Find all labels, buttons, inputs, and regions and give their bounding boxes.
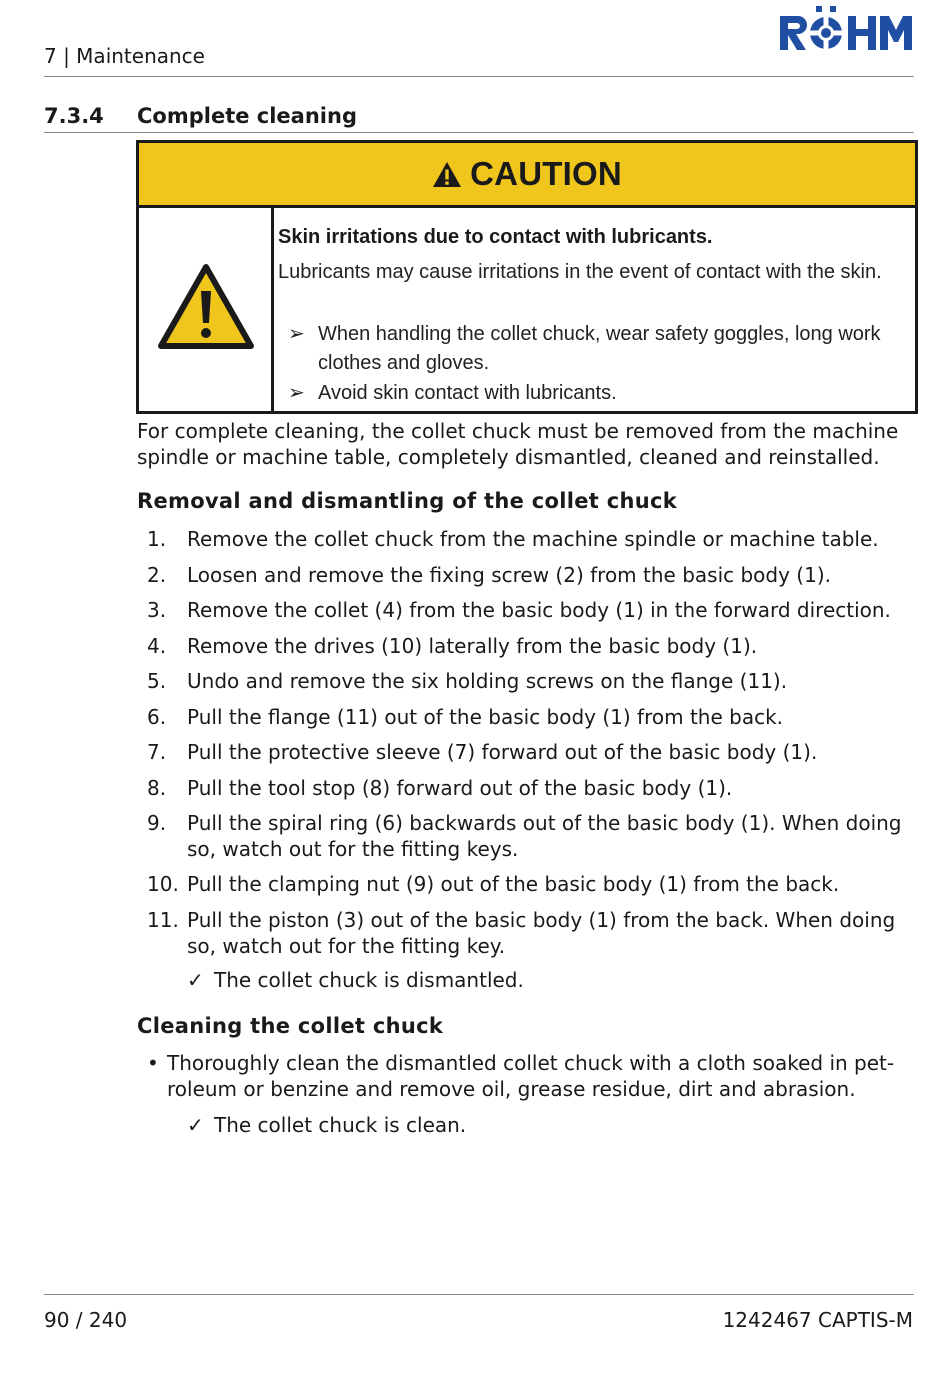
list-item xyxy=(137,811,917,863)
bullet-dot-icon: • xyxy=(147,1051,159,1075)
step-number: 8. xyxy=(147,776,167,800)
list-item xyxy=(137,740,917,766)
caution-signal-word: CAUTION xyxy=(470,155,622,192)
bullet-text: Thoroughly clean the dismantled collet chuck with a cloth soaked in pet-roleum or benzine and remove oil, grease residue, dirt and abrasion. xyxy=(167,1051,895,1101)
chapter-breadcrumb: 7 | Maintenance xyxy=(44,44,205,68)
arrow-bullet-icon: ➢ xyxy=(288,382,305,404)
step-number: 4. xyxy=(147,634,167,658)
section-number: 7.3.4 xyxy=(44,104,104,128)
arrow-bullet-icon: ➢ xyxy=(288,323,305,345)
page-number: 90 / 240 xyxy=(44,1308,128,1332)
step-number: 5. xyxy=(147,669,167,693)
step-number: 10. xyxy=(147,872,179,896)
warning-sign-icon xyxy=(157,263,255,351)
step-number: 1. xyxy=(147,527,167,551)
section-rule xyxy=(44,132,914,133)
caution-header xyxy=(139,143,915,208)
footer-rule xyxy=(44,1294,914,1295)
cleaning-heading: Cleaning the collet chuck xyxy=(137,1014,444,1038)
removal-heading: Removal and dismantling of the collet chuck xyxy=(137,489,677,513)
list-item xyxy=(137,598,917,624)
step-text: Pull the clamping nut (9) out of the basic body (1) from the back. xyxy=(187,872,840,896)
result-text: The collet chuck is dismantled. xyxy=(214,968,524,992)
caution-body xyxy=(278,208,908,411)
list-item xyxy=(137,527,917,553)
step-text: Pull the spiral ring (6) backwards out of the basic body (1). When doing so, watch out for the fitting keys. xyxy=(187,811,902,861)
step-text: Loosen and remove the fixing screw (2) from the basic body (1). xyxy=(187,563,831,587)
caution-title: Skin irritations due to contact with lubricants. xyxy=(278,226,713,248)
step-number: 2. xyxy=(147,563,167,587)
intro-paragraph: For complete cleaning, the collet chuck must be removed from the machine spindle or machine table, completely dismantled, cleaned and reinstalled. xyxy=(137,419,899,469)
caution-bullet xyxy=(288,320,903,378)
warning-triangle-icon xyxy=(432,161,462,188)
list-item xyxy=(137,563,917,589)
removal-result xyxy=(187,968,587,994)
caution-bullet-text: When handling the collet chuck, wear safety goggles, long work clothes and gloves. xyxy=(318,323,881,374)
caution-bullet-text: Avoid skin contact with lubricants. xyxy=(318,382,617,404)
header-rule xyxy=(44,76,914,77)
list-item xyxy=(137,1051,917,1103)
step-text: Pull the piston (3) out of the basic body (1) from the back. When doing so, watch out for the fitting key. xyxy=(187,908,896,958)
step-text: Pull the tool stop (8) forward out of the basic body (1). xyxy=(187,776,733,800)
step-text: Remove the collet (4) from the basic body (1) in the forward direction. xyxy=(187,598,891,622)
checkmark-icon: ✓ xyxy=(187,968,204,992)
list-item xyxy=(137,705,917,731)
list-item xyxy=(137,908,917,960)
caution-bullet xyxy=(288,379,903,408)
step-text: Undo and remove the six holding screws on the flange (11). xyxy=(187,669,788,693)
result-text: The collet chuck is clean. xyxy=(214,1113,467,1137)
caution-box xyxy=(136,140,918,414)
step-text: Remove the collet chuck from the machine spindle or machine table. xyxy=(187,527,879,551)
step-number: 11. xyxy=(147,908,179,932)
list-item xyxy=(137,872,917,898)
caution-icon-cell xyxy=(139,208,274,411)
step-number: 7. xyxy=(147,740,167,764)
rohm-logo xyxy=(778,4,916,54)
list-item xyxy=(137,776,917,802)
step-text: Pull the flange (11) out of the basic body (1) from the back. xyxy=(187,705,784,729)
document-id: 1242467 CAPTIS-M xyxy=(722,1308,913,1332)
list-item xyxy=(137,669,917,695)
cleaning-result xyxy=(187,1113,587,1139)
caution-text: Lubricants may cause irritations in the event of contact with the skin. xyxy=(278,261,882,283)
checkmark-icon: ✓ xyxy=(187,1113,204,1137)
step-number: 3. xyxy=(147,598,167,622)
section-title: Complete cleaning xyxy=(137,104,357,128)
step-number: 9. xyxy=(147,811,167,835)
step-number: 6. xyxy=(147,705,167,729)
step-text: Pull the protective sleeve (7) forward out of the basic body (1). xyxy=(187,740,818,764)
list-item xyxy=(137,634,917,660)
step-text: Remove the drives (10) laterally from the basic body (1). xyxy=(187,634,758,658)
